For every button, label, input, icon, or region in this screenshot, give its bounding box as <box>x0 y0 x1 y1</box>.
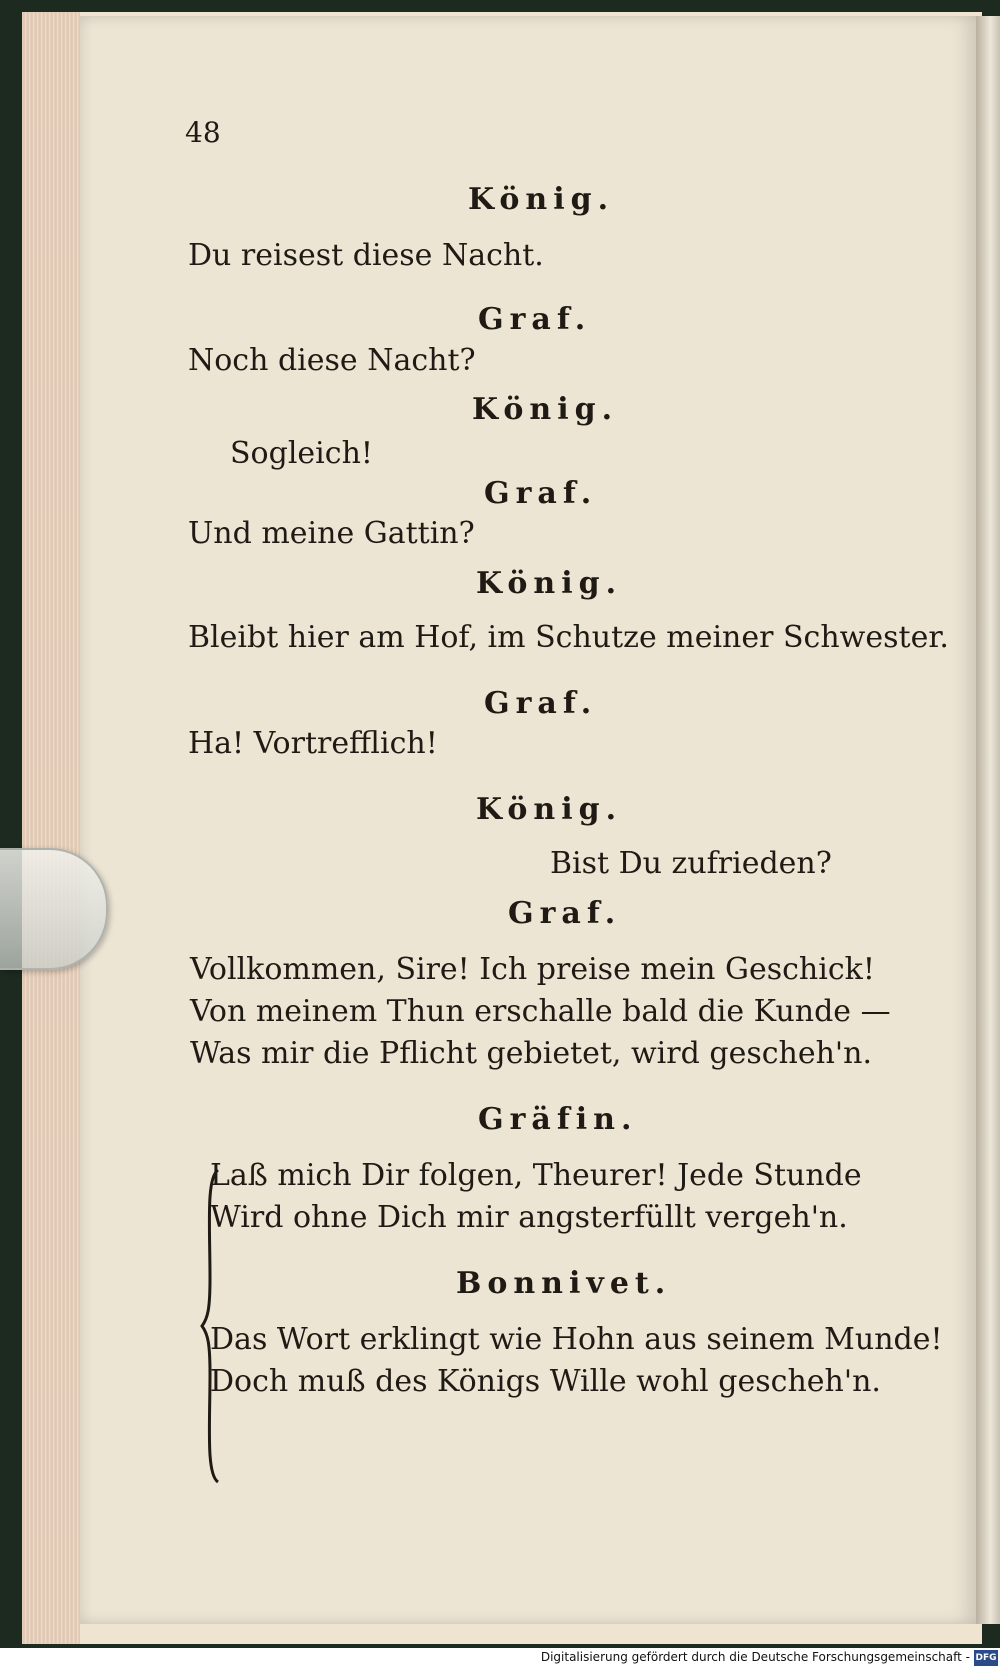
speaker-konig: König. <box>476 566 623 601</box>
page-number: 48 <box>185 116 221 149</box>
verse-line: Vollkommen, Sire! Ich preise mein Geschick! <box>190 952 875 987</box>
verse-line: Sogleich! <box>230 436 373 471</box>
verse-line: Du reisest diese Nacht. <box>188 238 544 273</box>
speaker-konig: König. <box>476 792 623 827</box>
speaker-graf: Graf. <box>484 686 598 721</box>
verse-line: Das Wort erklingt wie Hohn aus seinem Munde! <box>210 1322 943 1357</box>
speaker-bonnivet: Bonnivet. <box>456 1266 672 1301</box>
verse-line: Doch muß des Königs Wille wohl gescheh'n. <box>210 1364 881 1399</box>
speaker-grafin: Gräfin. <box>478 1102 638 1137</box>
book-spine <box>976 16 1000 1624</box>
dfg-logo: DFG <box>974 1650 998 1666</box>
page-edges <box>22 12 80 1644</box>
verse-line: Ha! Vortrefflich! <box>188 726 438 761</box>
verse-line: Was mir die Pflicht gebietet, wird gescheh'n. <box>190 1036 873 1071</box>
speaker-konig: König. <box>468 182 615 217</box>
speaker-konig: König. <box>472 392 619 427</box>
verse-line: Bist Du zufrieden? <box>550 846 832 881</box>
speaker-graf: Graf. <box>508 896 622 931</box>
page-clip <box>0 848 108 970</box>
speaker-graf: Graf. <box>478 302 592 337</box>
verse-line: Und meine Gattin? <box>188 516 475 551</box>
speaker-graf: Graf. <box>484 476 598 511</box>
verse-line: Noch diese Nacht? <box>188 343 476 378</box>
verse-line: Bleibt hier am Hof, im Schutze meiner Schwester. <box>188 620 949 655</box>
verse-line: Wird ohne Dich mir angsterfüllt vergeh'n. <box>210 1200 848 1235</box>
funding-credit: Digitalisierung gefördert durch die Deutsche Forschungsgemeinschaft - <box>540 1650 970 1664</box>
verse-line: Von meinem Thun erschalle bald die Kunde — <box>190 994 891 1029</box>
verse-line: Laß mich Dir folgen, Theurer! Jede Stunde <box>210 1158 862 1193</box>
